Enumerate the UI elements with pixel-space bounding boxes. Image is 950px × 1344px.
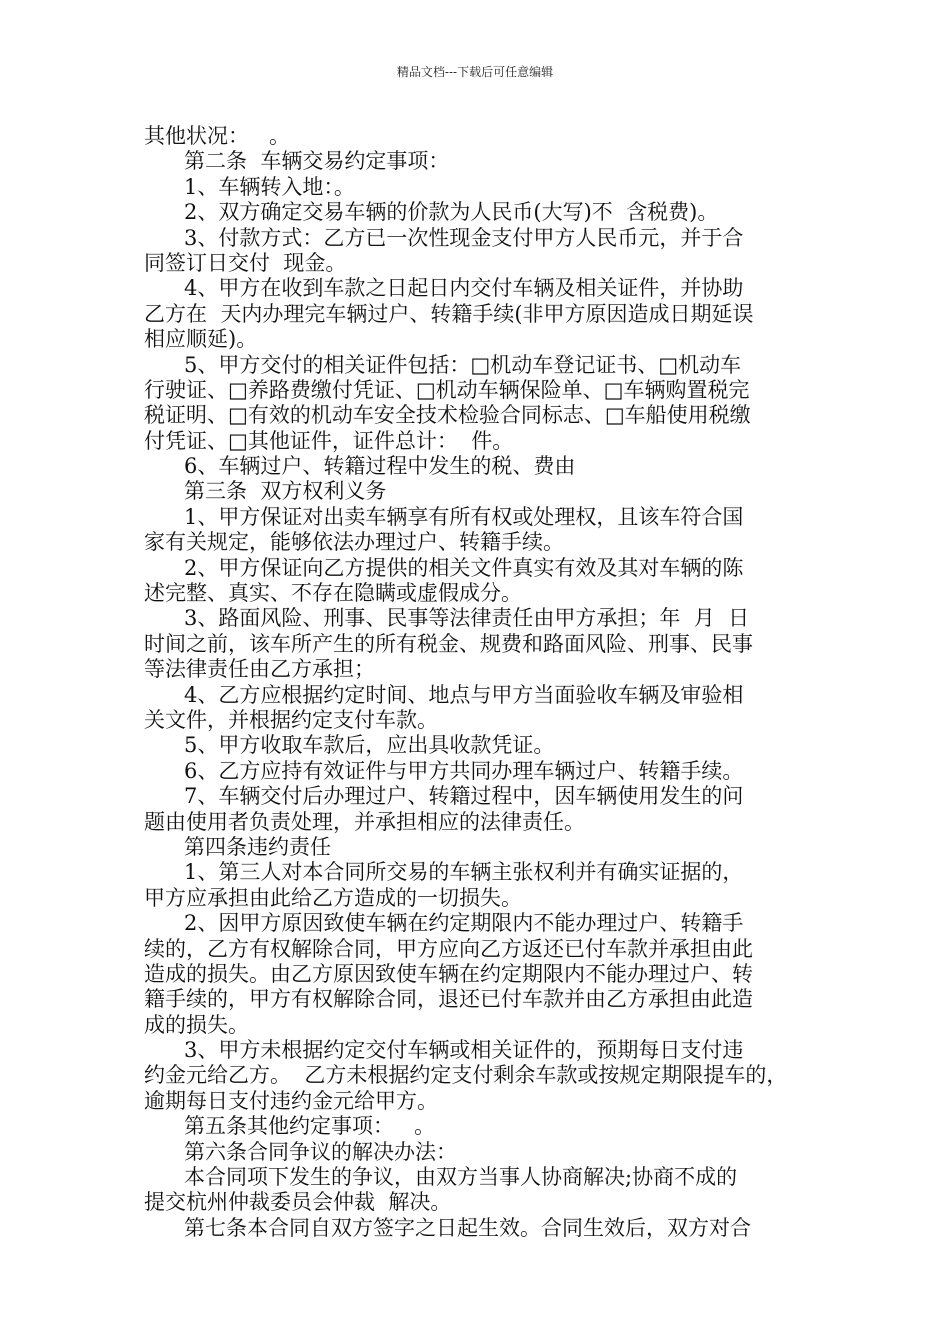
text-line: 5、甲方收取车款后，应出具收款凭证。 (144, 733, 555, 758)
text-line: 其他状况： 。 (144, 124, 291, 148)
text-line: 税证明、□有效的机动车安全技术检验合同标志、□车船使用税缴 (144, 403, 751, 428)
text-line: 2、甲方保证向乙方提供的相关文件真实有效及其对车辆的陈 (144, 555, 744, 580)
text-line: 等法律责任由乙方承担； (144, 657, 375, 682)
contract-body (144, 124, 814, 1241)
text-line: 述完整、真实、不存在隐瞒或虚假成分。 (144, 581, 522, 606)
text-line: 造成的损失。由乙方原因致使车辆在约定期限内不能办理过户、转 (144, 961, 753, 986)
text-line: 1、甲方保证对出卖车辆享有所有权或处理权，且该车符合国 (144, 504, 744, 529)
text-line: 第二条 车辆交易约定事项： (144, 149, 450, 174)
text-line: 本合同项下发生的争议，由双方当事人协商解决;协商不成的 (144, 1165, 738, 1190)
text-line: 3、付款方式：乙方已一次性现金支付甲方人民币元，并于合 (144, 225, 744, 250)
text-line: 第七条本合同自双方签字之日起生效。合同生效后，双方对合 (144, 1215, 752, 1240)
text-line: 同签订日交付 现金。 (144, 250, 347, 275)
text-line: 6、乙方应持有效证件与甲方共同办理车辆过户、转籍手续。 (144, 758, 744, 783)
text-line: 7、车辆交付后办理过户、转籍过程中，因车辆使用发生的问 (144, 784, 744, 809)
text-line: 时间之前，该车所产生的所有税金、规费和路面风险、刑事、民事 (144, 631, 753, 656)
text-line: 4、乙方应根据约定时间、地点与甲方当面验收车辆及审验相 (144, 682, 744, 707)
text-line: 6、车辆过户、转籍过程中发生的税、费由 (144, 454, 576, 479)
text-line: 2、因甲方原因致使车辆在约定期限内不能办理过户、转籍手 (144, 911, 744, 936)
text-line: 3、路面风险、刑事、民事等法律责任由甲方承担；年 月 日 (144, 606, 750, 631)
text-line: 逾期每日支付违约金元给甲方。 (144, 1088, 438, 1113)
text-line: 第六条合同争议的解决办法： (144, 1139, 458, 1164)
text-line: 甲方应承担由此给乙方造成的一切损失。 (144, 885, 522, 910)
text-line: 行驶证、□养路费缴付凭证、□机动车辆保险单、□车辆购置税完 (144, 377, 750, 402)
text-line: 第四条违约责任 (144, 834, 332, 859)
text-line: 1、车辆转入地：。 (144, 174, 355, 199)
text-line: 4、甲方在收到车款之日起日内交付车辆及相关证件，并协助 (144, 276, 744, 301)
text-line: 题由使用者负责处理，并承担相应的法律责任。 (144, 809, 585, 834)
text-line: 5、甲方交付的相关证件包括：□机动车登记证书、□机动车 (144, 352, 742, 377)
text-line: 第三条 双方权利义务 (144, 479, 387, 504)
text-line: 付凭证、□其他证件，证件总计： 件。 (144, 428, 514, 453)
text-line: 3、甲方未根据约定交付车辆或相关证件的，预期每日支付违 (144, 1038, 744, 1063)
text-line: 乙方在 天内办理完车辆过户、转籍手续(非甲方原因造成日期延误 (144, 301, 754, 326)
text-line: 关文件，并根据约定支付车款。 (144, 707, 438, 732)
text-line: 成的损失。 (144, 1012, 249, 1037)
text-line: 第五条其他约定事项： 。 (144, 1114, 436, 1139)
text-line: 1、第三人对本合同所交易的车辆主张权利并有确实证据的， (144, 860, 744, 885)
text-line: 2、双方确定交易车辆的价款为人民币(大写)不 含税费)。 (144, 200, 719, 225)
text-line: 籍手续的，甲方有权解除合同，退还已付车款并由乙方承担由此造 (144, 987, 753, 1012)
text-line: 相应顺延)。 (144, 327, 258, 352)
page-header: 精品文档---下载后可任意编辑 (396, 65, 554, 79)
text-line: 家有关规定，能够依法办理过户、转籍手续。 (144, 530, 564, 555)
text-line: 提交杭州仲裁委员会仲裁 解决。 (144, 1190, 452, 1215)
text-line: 约金元给乙方。 乙方未根据约定支付剩余车款或按规定期限提车的， (144, 1063, 788, 1088)
text-line: 续的，乙方有权解除合同，甲方应向乙方返还已付车款并承担由此 (144, 936, 753, 961)
